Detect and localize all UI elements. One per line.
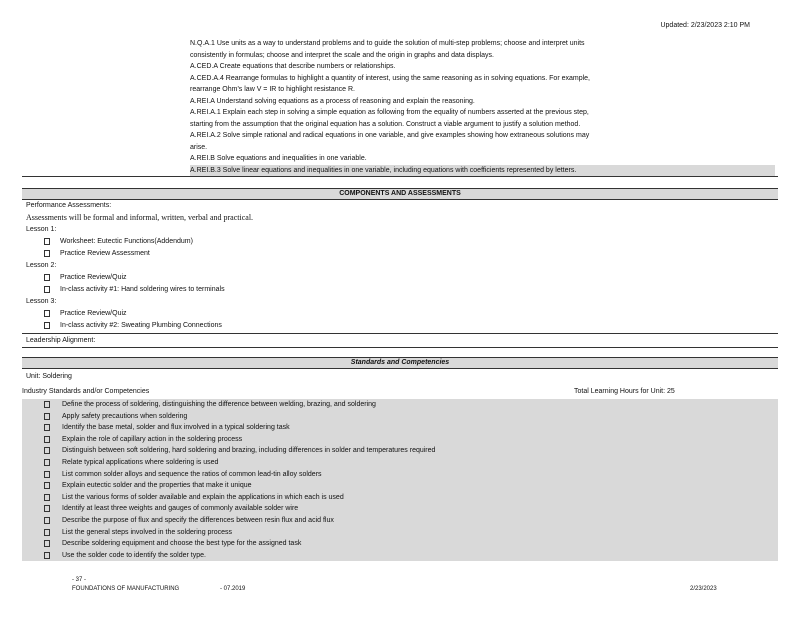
bullet-icon [44,436,50,443]
unit-label: Unit: Soldering [26,373,72,380]
competency-row [22,457,778,469]
lesson-label: Lesson 2: [26,262,57,269]
page-number: - 37 - [72,577,87,583]
divider [22,333,778,334]
total-hours: Total Learning Hours for Unit: 25 [574,388,675,395]
update-timestamp: Updated: 2/23/2023 2:10 PM [660,22,750,29]
bullet-icon [44,274,50,281]
bullet-icon [44,286,50,293]
standard-line: A.REI.A.1 Explain each step in solving a simple equation as following from the equality of numbers asserted at the previous step, [190,109,589,116]
standard-line: starting from the assumption that the original equation has a solution. Construct a viable argument to justify a solution method. [190,120,581,128]
competency-text: Define the process of soldering, distinguishing the difference between welding, brazing, and soldering [62,401,376,408]
lesson-label: Lesson 3: [26,298,57,305]
divider [22,176,778,177]
competency-text: Relate typical applications where soldering is used [62,459,219,466]
competency-row [22,538,778,550]
competency-text: List the various forms of solder available and explain the applications in which each is used [62,493,344,501]
competency-text: Describe soldering equipment and choose the best type for the assigned task [62,540,302,548]
standard-line: A.REI.B Solve equations and inequalities in one variable. [190,155,367,162]
bullet-icon [44,540,50,547]
bullet-icon [44,447,50,454]
standard-line: A.REI.B.3 Solve linear equations and inequalities in one variable, including equations with coefficients represented by letters. [190,165,775,177]
lesson-item: In-class activity #2: Sweating Plumbing Connections [44,320,222,331]
divider [22,347,778,348]
competency-text: Identify the base metal, solder and flux involved in a typical soldering task [62,424,290,432]
bullet-icon [44,471,50,478]
competency-text: Distinguish between soft soldering, hard soldering and brazing, including differences in solder and temperatures required [62,447,436,455]
standards-header: Standards and Competencies [22,357,778,369]
bullet-icon [44,322,50,329]
competency-text: Use the solder code to identify the solder type. [62,551,206,559]
standard-line: N.Q.A.1 Use units as a way to understand problems and to guide the solution of multi-step problems; choose and interpret units [190,40,585,47]
competency-text: Identify at least three weights and gauges of commonly available solder wire [62,505,299,513]
lesson-item: Practice Review/Quiz [44,308,127,319]
lesson-item: Practice Review/Quiz [44,272,127,283]
bullet-icon [44,238,50,245]
lesson-item: In-class activity #1: Hand soldering wires to terminals [44,284,225,295]
bullet-icon [44,494,50,501]
standard-line: A.CED.A Create equations that describe numbers or relationships. [190,63,396,70]
competency-row [22,445,778,457]
competency-row [22,469,778,481]
standard-line: A.REI.A Understand solving equations as a process of reasoning and explain the reasoning. [190,97,475,105]
standard-line: A.REI.A.2 Solve simple rational and radical equations in one variable, and give examples showing how extraneous solutions may [190,132,590,139]
competency-row [22,492,778,504]
bullet-icon [44,401,50,408]
bullet-icon [44,250,50,257]
competency-text: List the general steps involved in the soldering process [62,528,233,536]
bullet-icon [44,505,50,512]
math-standards-list [190,38,775,176]
bullet-icon [44,529,50,536]
components-header: COMPONENTS AND ASSESSMENTS [22,188,778,200]
lesson-item: Worksheet: Eutectic Functions(Addendum) [44,236,193,247]
lesson-item: Practice Review Assessment [44,248,150,259]
bullet-icon [44,310,50,317]
competency-text: List common solder alloys and sequence the ratios of common lead-tin alloy solders [62,470,322,478]
competency-row [22,480,778,492]
competency-row [22,527,778,539]
competency-text: Explain the role of capillary action in the soldering process [62,435,243,443]
lesson-label: Lesson 1: [26,226,57,233]
leadership-label: Leadership Alignment: [26,337,96,344]
assessments-text: Assessments will be formal and informal, written, verbal and practical. [26,213,254,222]
standard-line: rearrange Ohm's law V = IR to highlight resistance R. [190,86,355,93]
standard-line: arise. [190,143,208,151]
competency-text: Explain eutectic solder and the properties that make it unique [62,482,252,490]
version: - 07.2019 [220,586,246,592]
industry-label: Industry Standards and/or Competencies [22,388,150,395]
footer-date: 2/23/2023 [690,586,717,592]
competency-row [22,515,778,527]
competency-row [22,503,778,515]
competency-row [22,422,778,434]
standard-line: A.CED.A.4 Rearrange formulas to highlight a quantity of interest, using the same reasoning as in solving equations. For example, [190,74,590,82]
bullet-icon [44,459,50,466]
competency-text: Describe the purpose of flux and specify the differences between resin flux and acid flux [62,517,334,524]
performance-label: Performance Assessments: [26,202,112,209]
bullet-icon [44,413,50,420]
bullet-icon [44,517,50,524]
competency-row [22,399,778,411]
competency-text: Apply safety precautions when soldering [62,412,188,420]
competency-row [22,550,778,562]
course-name: FOUNDATIONS OF MANUFACTURING [72,586,180,592]
bullet-icon [44,482,50,489]
competency-row [22,434,778,446]
competency-row [22,411,778,423]
bullet-icon [44,552,50,559]
standard-line: consistently in formulas; choose and interpret the scale and the origin in graphs and data displays. [190,51,494,59]
bullet-icon [44,424,50,431]
